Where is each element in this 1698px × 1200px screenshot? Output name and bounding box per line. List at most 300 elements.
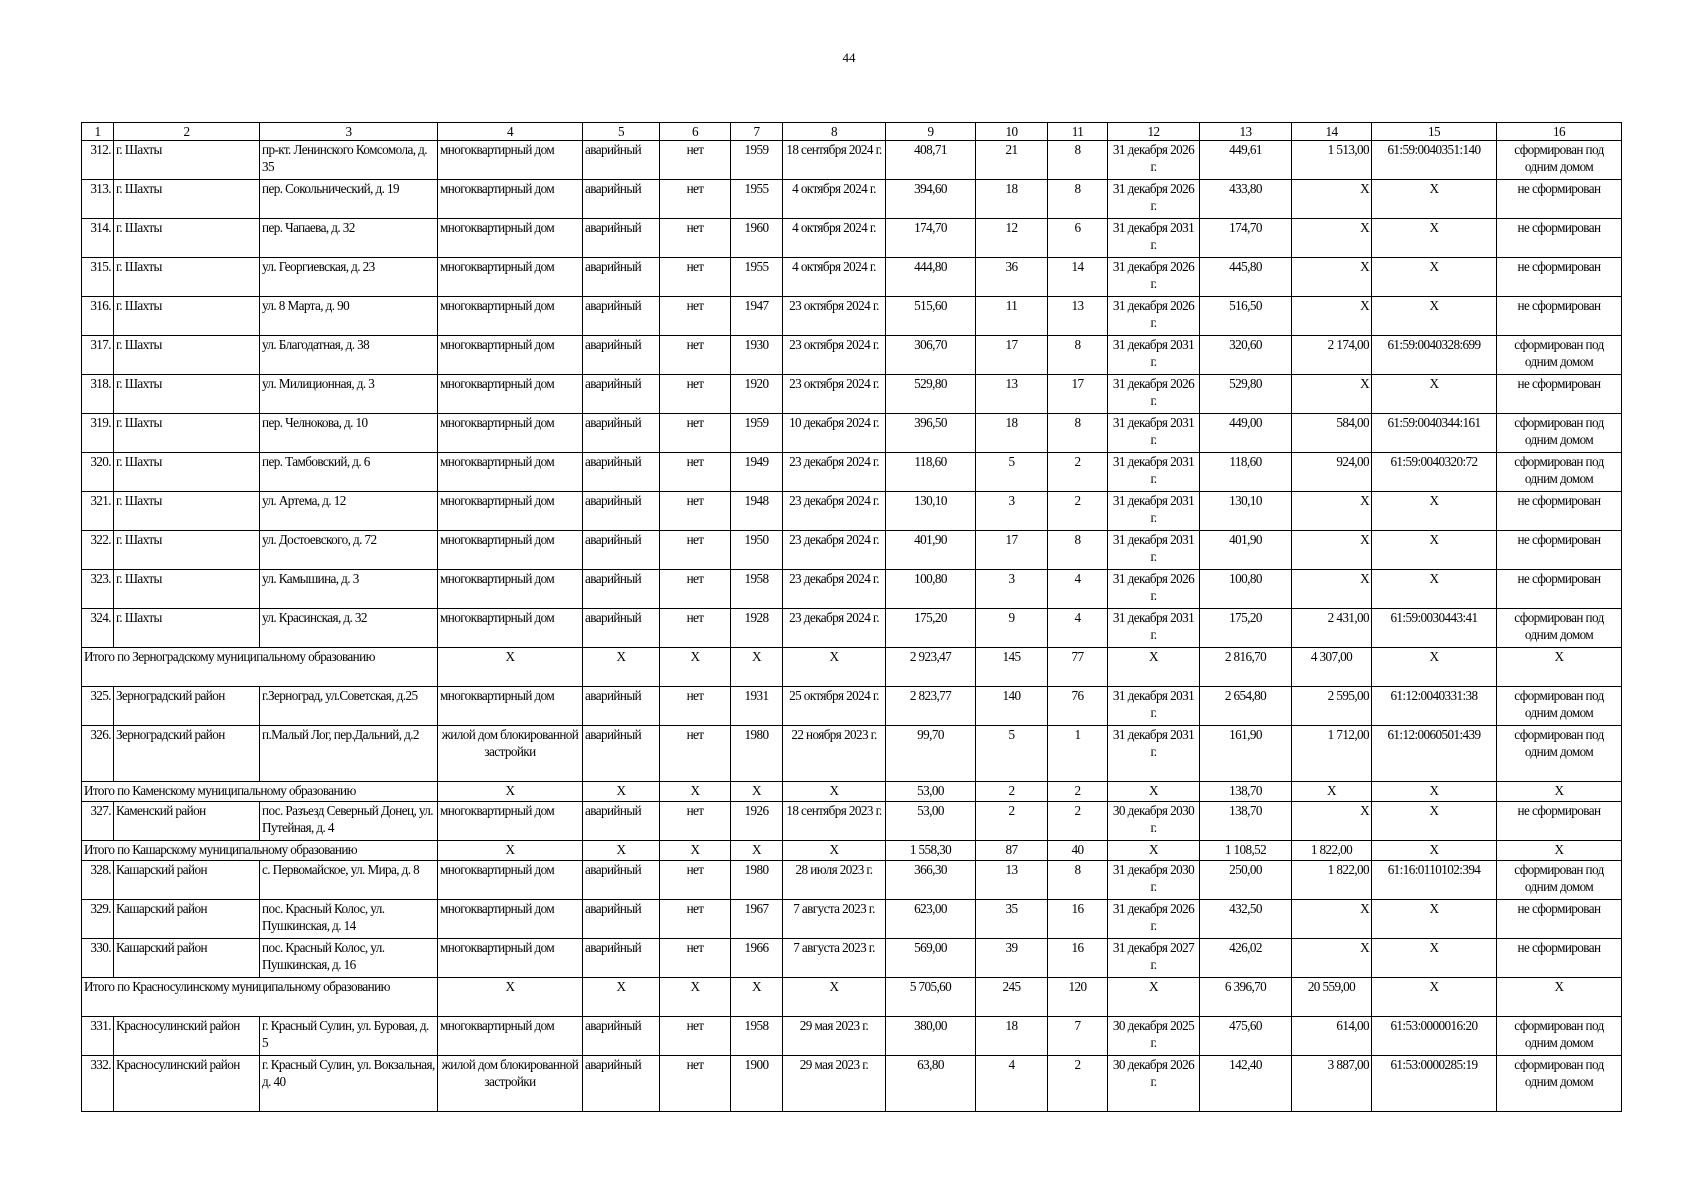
table-cell: аварийный	[583, 531, 660, 570]
table-cell: пер. Сокольнический, д. 19	[260, 180, 438, 219]
table-cell: сформирован под одним домом	[1497, 414, 1622, 453]
table-cell: 9	[976, 609, 1048, 648]
table-cell: 7 августа 2023 г.	[783, 900, 886, 939]
column-number-cell: 9	[886, 123, 976, 141]
table-cell: 31 декабря 2031 г.	[1108, 531, 1200, 570]
table-cell: 432,50	[1200, 900, 1292, 939]
table-cell: Х	[1372, 531, 1497, 570]
table-cell: 18	[976, 180, 1048, 219]
table-cell: нет	[660, 1056, 731, 1112]
table-cell: 306,70	[886, 336, 976, 375]
table-row	[82, 687, 1622, 726]
table-cell: г. Шахты	[114, 336, 260, 375]
subtotal-cell: 5 705,60	[886, 978, 976, 1017]
table-cell: 31 декабря 2031 г.	[1108, 687, 1200, 726]
table-cell: многоквартирный дом	[438, 336, 583, 375]
table-cell: не сформирован	[1497, 492, 1622, 531]
table-cell: многоквартирный дом	[438, 219, 583, 258]
subtotal-cell: 4 307,00	[1292, 648, 1372, 687]
table-cell: аварийный	[583, 900, 660, 939]
table-cell: Х	[1372, 180, 1497, 219]
subtotal-cell: Х	[660, 841, 731, 861]
table-cell: 8	[1048, 141, 1108, 180]
table-row	[82, 297, 1622, 336]
table-row	[82, 531, 1622, 570]
table-cell: 924,00	[1292, 453, 1372, 492]
column-number-row	[82, 123, 1622, 141]
table-cell: 1928	[731, 609, 783, 648]
table-cell: аварийный	[583, 939, 660, 978]
subtotal-cell: Х	[583, 841, 660, 861]
table-cell: 14	[1048, 258, 1108, 297]
subtotal-cell: Х	[1108, 841, 1200, 861]
table-cell: 426,02	[1200, 939, 1292, 978]
table-cell: 118,60	[1200, 453, 1292, 492]
table-cell: нет	[660, 336, 731, 375]
table-cell: многоквартирный дом	[438, 900, 583, 939]
table-cell: 23 октября 2024 г.	[783, 375, 886, 414]
table-cell: 1980	[731, 861, 783, 900]
subtotal-cell: Х	[438, 782, 583, 802]
table-cell: 31 декабря 2026 г.	[1108, 375, 1200, 414]
table-cell: пос. Разъезд Северный Донец, ул. Путейная, д. 4	[260, 802, 438, 841]
table-cell: 329.	[82, 900, 114, 939]
table-cell: ул. Георгиевская, д. 23	[260, 258, 438, 297]
subtotal-cell: Х	[1108, 978, 1200, 1017]
table-cell: 17	[976, 336, 1048, 375]
table-cell: г. Шахты	[114, 375, 260, 414]
table-cell: многоквартирный дом	[438, 453, 583, 492]
table-cell: нет	[660, 531, 731, 570]
subtotal-cell: Х	[1497, 841, 1622, 861]
table-cell: 31 декабря 2026 г.	[1108, 570, 1200, 609]
table-cell: 61:59:0040320:72	[1372, 453, 1497, 492]
table-cell: 1960	[731, 219, 783, 258]
table-cell: 130,10	[1200, 492, 1292, 531]
table-cell: нет	[660, 453, 731, 492]
subtotal-cell: 1 558,30	[886, 841, 976, 861]
table-row	[82, 609, 1622, 648]
table-cell: аварийный	[583, 180, 660, 219]
table-cell: 2 431,00	[1292, 609, 1372, 648]
table-cell: Х	[1292, 492, 1372, 531]
table-cell: 23 декабря 2024 г.	[783, 570, 886, 609]
table-cell: многоквартирный дом	[438, 939, 583, 978]
table-cell: 23 декабря 2024 г.	[783, 492, 886, 531]
table-cell: сформирован под одним домом	[1497, 336, 1622, 375]
table-cell: 449,00	[1200, 414, 1292, 453]
table-cell: 18 сентября 2023 г.	[783, 802, 886, 841]
table-cell: 319.	[82, 414, 114, 453]
table-cell: 2 595,00	[1292, 687, 1372, 726]
table-cell: 140	[976, 687, 1048, 726]
column-number-cell: 13	[1200, 123, 1292, 141]
table-cell: 2 823,77	[886, 687, 976, 726]
table-cell: 1967	[731, 900, 783, 939]
table-cell: 325.	[82, 687, 114, 726]
table-cell: 3	[976, 492, 1048, 531]
table-cell: 1966	[731, 939, 783, 978]
table-cell: ул. Благодатная, д. 38	[260, 336, 438, 375]
table-cell: 250,00	[1200, 861, 1292, 900]
table-cell: 8	[1048, 180, 1108, 219]
table-row	[82, 726, 1622, 782]
table-cell: 4	[1048, 609, 1108, 648]
table-cell: 1955	[731, 258, 783, 297]
table-cell: пер. Челнокова, д. 10	[260, 414, 438, 453]
table-cell: аварийный	[583, 861, 660, 900]
table-cell: 36	[976, 258, 1048, 297]
table-cell: 30 декабря 2025 г.	[1108, 1017, 1200, 1056]
table-cell: не сформирован	[1497, 258, 1622, 297]
table-cell: 445,80	[1200, 258, 1292, 297]
table-cell: 61:53:0000285:19	[1372, 1056, 1497, 1112]
subtotal-cell: Х	[1292, 782, 1372, 802]
table-cell: ул. 8 Марта, д. 90	[260, 297, 438, 336]
table-cell: 324.	[82, 609, 114, 648]
table-cell: 23 октября 2024 г.	[783, 336, 886, 375]
table-cell: 1 513,00	[1292, 141, 1372, 180]
table-cell: 2 654,80	[1200, 687, 1292, 726]
subtotal-cell: 40	[1048, 841, 1108, 861]
table-cell: многоквартирный дом	[438, 609, 583, 648]
table-row	[82, 802, 1622, 841]
table-cell: 2	[1048, 453, 1108, 492]
table-cell: 4	[976, 1056, 1048, 1112]
column-number-cell: 11	[1048, 123, 1108, 141]
table-cell: г. Шахты	[114, 492, 260, 531]
subtotal-cell: Х	[783, 648, 886, 687]
subtotal-row	[82, 841, 1622, 861]
table-row	[82, 414, 1622, 453]
table-cell: г. Шахты	[114, 414, 260, 453]
table-cell: 529,80	[1200, 375, 1292, 414]
table-cell: не сформирован	[1497, 531, 1622, 570]
table-row	[82, 219, 1622, 258]
table-row	[82, 570, 1622, 609]
table-cell: 31 декабря 2026 г.	[1108, 297, 1200, 336]
table-cell: Х	[1372, 492, 1497, 531]
table-row	[82, 939, 1622, 978]
subtotal-row	[82, 978, 1622, 1017]
table-cell: 321.	[82, 492, 114, 531]
table-cell: 312.	[82, 141, 114, 180]
column-number-cell: 6	[660, 123, 731, 141]
table-cell: аварийный	[583, 375, 660, 414]
table-cell: не сформирован	[1497, 180, 1622, 219]
table-cell: многоквартирный дом	[438, 861, 583, 900]
page-number: 44	[842, 50, 856, 65]
table-cell: 322.	[82, 531, 114, 570]
subtotal-cell: 6 396,70	[1200, 978, 1292, 1017]
table-row	[82, 492, 1622, 531]
table-cell: аварийный	[583, 802, 660, 841]
table-cell: 515,60	[886, 297, 976, 336]
subtotal-cell: Х	[731, 978, 783, 1017]
table-cell: 161,90	[1200, 726, 1292, 782]
table-cell: Х	[1292, 900, 1372, 939]
subtotal-cell: 2	[1048, 782, 1108, 802]
table-cell: 53,00	[886, 802, 976, 841]
subtotal-cell: Х	[438, 978, 583, 1017]
table-cell: многоквартирный дом	[438, 414, 583, 453]
table-cell: Х	[1292, 375, 1372, 414]
table-cell: 4	[1048, 570, 1108, 609]
table-cell: Х	[1372, 570, 1497, 609]
table-cell: аварийный	[583, 1056, 660, 1112]
table-cell: не сформирован	[1497, 297, 1622, 336]
table-cell: аварийный	[583, 414, 660, 453]
table-cell: ул. Достоевского, д. 72	[260, 531, 438, 570]
table-cell: 30 декабря 2030 г.	[1108, 802, 1200, 841]
table-cell: 328.	[82, 861, 114, 900]
table-cell: многоквартирный дом	[438, 531, 583, 570]
column-number-cell: 7	[731, 123, 783, 141]
table-cell: г. Шахты	[114, 219, 260, 258]
table-cell: не сформирован	[1497, 375, 1622, 414]
table-cell: пер. Чапаева, д. 32	[260, 219, 438, 258]
table-cell: пос. Красный Колос, ул. Пушкинская, д. 16	[260, 939, 438, 978]
table-cell: г. Шахты	[114, 141, 260, 180]
table-cell: многоквартирный дом	[438, 258, 583, 297]
table-cell: 31 декабря 2027 г.	[1108, 939, 1200, 978]
table-cell: аварийный	[583, 726, 660, 782]
subtotal-cell: Х	[1372, 648, 1497, 687]
table-cell: Красносулинский район	[114, 1017, 260, 1056]
column-number-cell: 1	[82, 123, 114, 141]
table-cell: аварийный	[583, 492, 660, 531]
table-cell: 320,60	[1200, 336, 1292, 375]
table-cell: 380,00	[886, 1017, 976, 1056]
table-cell: 22 ноября 2023 г.	[783, 726, 886, 782]
table-cell: жилой дом блокированной застройки	[438, 726, 583, 782]
table-cell: 31 декабря 2026 г.	[1108, 258, 1200, 297]
subtotal-label: Итого по Каменскому муниципальному образованию	[82, 782, 438, 802]
table-cell: 314.	[82, 219, 114, 258]
table-cell: нет	[660, 141, 731, 180]
table-cell: 23 октября 2024 г.	[783, 297, 886, 336]
subtotal-cell: Х	[1108, 782, 1200, 802]
table-cell: 332.	[82, 1056, 114, 1112]
table-cell: 18 сентября 2024 г.	[783, 141, 886, 180]
subtotal-cell: Х	[583, 648, 660, 687]
table-cell: 401,90	[886, 531, 976, 570]
table-cell: ул. Милиционная, д. 3	[260, 375, 438, 414]
table-cell: 327.	[82, 802, 114, 841]
table-cell: 31 декабря 2026 г.	[1108, 900, 1200, 939]
table-row	[82, 180, 1622, 219]
table-cell: сформирован под одним домом	[1497, 687, 1622, 726]
table-cell: 61:16:0110102:394	[1372, 861, 1497, 900]
table-cell: 313.	[82, 180, 114, 219]
table-cell: аварийный	[583, 258, 660, 297]
table-cell: нет	[660, 414, 731, 453]
column-number-cell: 4	[438, 123, 583, 141]
table-cell: 3 887,00	[1292, 1056, 1372, 1112]
table-cell: жилой дом блокированной застройки	[438, 1056, 583, 1112]
table-cell: 1920	[731, 375, 783, 414]
table-cell: нет	[660, 1017, 731, 1056]
table-row	[82, 900, 1622, 939]
table-cell: 1959	[731, 414, 783, 453]
table-cell: 16	[1048, 939, 1108, 978]
subtotal-cell: 20 559,00	[1292, 978, 1372, 1017]
table-cell: Кашарский район	[114, 939, 260, 978]
table-cell: 1930	[731, 336, 783, 375]
table-cell: 31 декабря 2026 г.	[1108, 141, 1200, 180]
table-cell: 614,00	[1292, 1017, 1372, 1056]
table-cell: 331.	[82, 1017, 114, 1056]
table-cell: г. Шахты	[114, 297, 260, 336]
table-cell: Х	[1292, 180, 1372, 219]
table-cell: 13	[1048, 297, 1108, 336]
table-cell: 1 712,00	[1292, 726, 1372, 782]
subtotal-cell: 2 816,70	[1200, 648, 1292, 687]
table-cell: нет	[660, 570, 731, 609]
subtotal-cell: Х	[1497, 978, 1622, 1017]
subtotal-cell: Х	[660, 648, 731, 687]
subtotal-cell: 1 822,00	[1292, 841, 1372, 861]
table-cell: 31 декабря 2031 г.	[1108, 414, 1200, 453]
table-cell: 2	[1048, 802, 1108, 841]
table-cell: 444,80	[886, 258, 976, 297]
table-cell: нет	[660, 861, 731, 900]
table-cell: 63,80	[886, 1056, 976, 1112]
table-cell: 2	[1048, 1056, 1108, 1112]
table-cell: 320.	[82, 453, 114, 492]
subtotal-cell: Х	[438, 841, 583, 861]
table-cell: 130,10	[886, 492, 976, 531]
table-cell: многоквартирный дом	[438, 687, 583, 726]
table-cell: п.Малый Лог, пер.Дальний, д.2	[260, 726, 438, 782]
table-cell: 138,70	[1200, 802, 1292, 841]
table-cell: Х	[1372, 258, 1497, 297]
column-number-cell: 2	[114, 123, 260, 141]
table-cell: 1958	[731, 570, 783, 609]
table-row	[82, 375, 1622, 414]
table-cell: 29 мая 2023 г.	[783, 1056, 886, 1112]
table-cell: 13	[976, 861, 1048, 900]
table-cell: 475,60	[1200, 1017, 1292, 1056]
subtotal-cell: 53,00	[886, 782, 976, 802]
table-cell: нет	[660, 900, 731, 939]
table-cell: не сформирован	[1497, 900, 1622, 939]
column-number-cell: 5	[583, 123, 660, 141]
table-cell: нет	[660, 802, 731, 841]
table-cell: 315.	[82, 258, 114, 297]
table-cell: 28 июля 2023 г.	[783, 861, 886, 900]
table-cell: 8	[1048, 861, 1108, 900]
subtotal-cell: 2	[976, 782, 1048, 802]
table-cell: 1959	[731, 141, 783, 180]
column-number-cell: 12	[1108, 123, 1200, 141]
table-row	[82, 861, 1622, 900]
table-cell: Красносулинский район	[114, 1056, 260, 1112]
table-cell: нет	[660, 375, 731, 414]
table-cell: аварийный	[583, 336, 660, 375]
table-cell: 23 декабря 2024 г.	[783, 609, 886, 648]
table-cell: 4 октября 2024 г.	[783, 180, 886, 219]
table-cell: г. Шахты	[114, 180, 260, 219]
subtotal-cell: 120	[1048, 978, 1108, 1017]
table-cell: 31 декабря 2031 г.	[1108, 609, 1200, 648]
subtotal-label: Итого по Зерноградскому муниципальному образованию	[82, 648, 438, 687]
table-cell: 8	[1048, 336, 1108, 375]
table-cell: 318.	[82, 375, 114, 414]
table-cell: нет	[660, 687, 731, 726]
table-cell: 61:59:0040328:699	[1372, 336, 1497, 375]
table-cell: 61:12:0040331:38	[1372, 687, 1497, 726]
table-cell: 7 августа 2023 г.	[783, 939, 886, 978]
table-cell: Зерноградский район	[114, 687, 260, 726]
table-cell: многоквартирный дом	[438, 297, 583, 336]
subtotal-cell: 138,70	[1200, 782, 1292, 802]
table-cell: сформирован под одним домом	[1497, 861, 1622, 900]
table-cell: 8	[1048, 414, 1108, 453]
table-cell: нет	[660, 258, 731, 297]
table-cell: 1 822,00	[1292, 861, 1372, 900]
table-cell: 1949	[731, 453, 783, 492]
column-number-cell: 3	[260, 123, 438, 141]
table-cell: 13	[976, 375, 1048, 414]
table-cell: 396,50	[886, 414, 976, 453]
table-cell: 12	[976, 219, 1048, 258]
table-cell: 142,40	[1200, 1056, 1292, 1112]
table-cell: нет	[660, 609, 731, 648]
table-cell: 3	[976, 570, 1048, 609]
table-cell: аварийный	[583, 687, 660, 726]
table-cell: 1955	[731, 180, 783, 219]
table-cell: г. Шахты	[114, 531, 260, 570]
table-cell: 30 декабря 2026 г.	[1108, 1056, 1200, 1112]
subtotal-cell: 245	[976, 978, 1048, 1017]
table-cell: нет	[660, 492, 731, 531]
table-cell: Х	[1372, 900, 1497, 939]
table-cell: 61:59:0040344:161	[1372, 414, 1497, 453]
table-cell: 31 декабря 2030 г.	[1108, 861, 1200, 900]
table-cell: многоквартирный дом	[438, 375, 583, 414]
table-cell: 61:59:0030443:41	[1372, 609, 1497, 648]
table-cell: 31 декабря 2031 г.	[1108, 453, 1200, 492]
table-cell: ул. Камышина, д. 3	[260, 570, 438, 609]
table-cell: 623,00	[886, 900, 976, 939]
table-cell: многоквартирный дом	[438, 1017, 583, 1056]
table-cell: 1931	[731, 687, 783, 726]
table-cell: 23 декабря 2024 г.	[783, 453, 886, 492]
table-cell: нет	[660, 297, 731, 336]
subtotal-cell: 145	[976, 648, 1048, 687]
table-cell: пр-кт. Ленинского Комсомола, д. 35	[260, 141, 438, 180]
column-number-cell: 8	[783, 123, 886, 141]
table-cell: не сформирован	[1497, 802, 1622, 841]
table-cell: с. Первомайское, ул. Мира, д. 8	[260, 861, 438, 900]
table-cell: нет	[660, 180, 731, 219]
table-cell: нет	[660, 219, 731, 258]
table-cell: 61:59:0040351:140	[1372, 141, 1497, 180]
subtotal-cell: Х	[1372, 782, 1497, 802]
table-cell: 31 декабря 2026 г.	[1108, 180, 1200, 219]
table-cell: 317.	[82, 336, 114, 375]
table-cell: 1900	[731, 1056, 783, 1112]
subtotal-cell: Х	[660, 782, 731, 802]
table-cell: 323.	[82, 570, 114, 609]
table-cell: г. Шахты	[114, 570, 260, 609]
table-cell: 394,60	[886, 180, 976, 219]
table-cell: 25 октября 2024 г.	[783, 687, 886, 726]
table-cell: 100,80	[1200, 570, 1292, 609]
table-cell: 61:53:0000016:20	[1372, 1017, 1497, 1056]
table-cell: 2	[976, 802, 1048, 841]
